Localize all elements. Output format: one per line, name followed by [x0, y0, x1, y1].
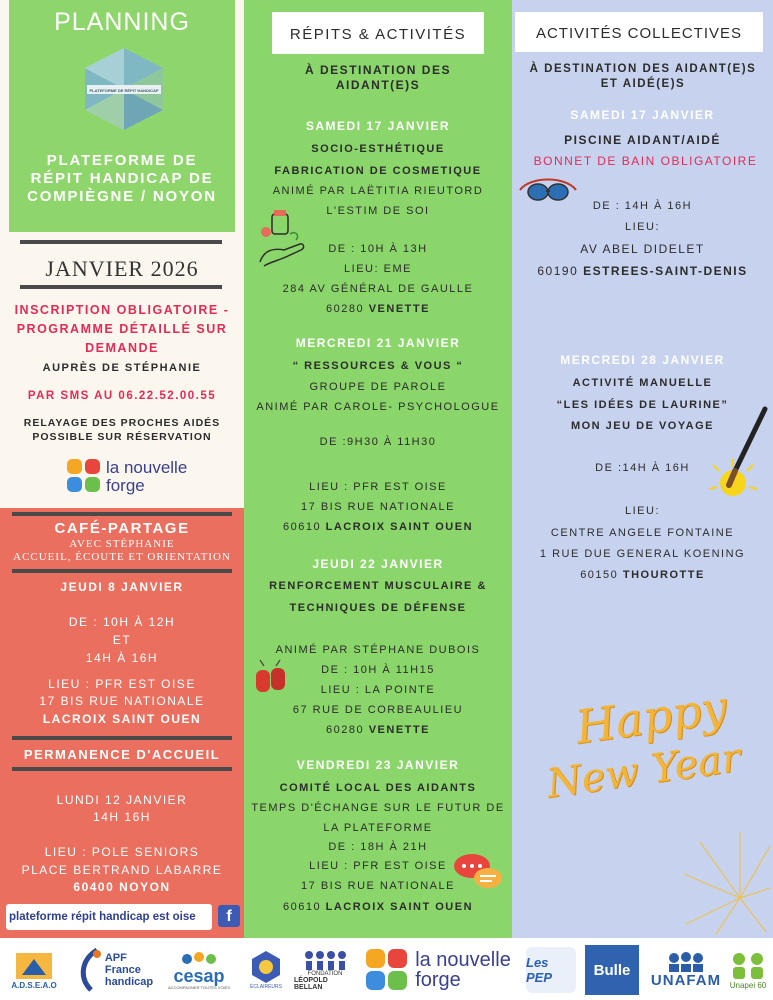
m-ev2-date: MERCREDI 21 JANVIER [295, 336, 461, 350]
r-ev2-title3: MON JEU DE VOYAGE [570, 420, 715, 432]
m-ev3-cp: 60280 [326, 724, 365, 736]
nouvelle-forge-footer-logo [356, 944, 520, 996]
nf-footer-line1: la nouvelle [415, 949, 511, 971]
unafam-text: UNAFAM [650, 971, 722, 989]
bulle-text: Bulle [585, 945, 639, 995]
r-ev2-location [512, 569, 773, 581]
perm-city: 60400 NOYON [73, 880, 171, 894]
r-ev1-title: PISCINE AIDANT/AIDÉ [564, 133, 721, 147]
apf-text1: APF [104, 952, 127, 964]
cafe-title: CAFÉ-PARTAGE [54, 520, 190, 537]
m-ev2-lieu: LIEU : PFR EST OISE [309, 481, 447, 493]
m-ev2-city: LACROIX SAINT OUEN [325, 521, 474, 533]
nouvelle-forge-line2: forge [106, 476, 145, 495]
r-ev2-date: MERCREDI 28 JANVIER [560, 353, 725, 367]
m-ev3-title2: TECHNIQUES DE DÉFENSE [289, 602, 467, 614]
unapei-text: Unapei 60 [729, 980, 767, 990]
planning-title: PLANNING [54, 8, 190, 36]
m-ev1-title1: SOCIO-ESTHÉTIQUE [311, 143, 445, 155]
cafe-sub1: AVEC STÉPHANIE [69, 538, 175, 550]
paintbrush-icon [705, 405, 771, 501]
m-ev2-time: DE :9H30 À 11H30 [319, 436, 437, 448]
m-ev1-anim: ANIMÉ PAR LAËTITIA RIEUTORD [272, 185, 484, 197]
fondation-logo [294, 944, 356, 996]
facebook-text[interactable]: plateforme répit handicap est oise [9, 911, 196, 923]
nouvelle-forge-line1: la nouvelle [106, 458, 188, 477]
m-ev1-city: VENETTE [368, 303, 430, 315]
r-ev1-cp: 60190 [537, 264, 579, 278]
nouvelle-forge-footer-icon [365, 948, 409, 992]
perm-lieu: LIEU : POLE SENIORS [44, 845, 200, 859]
pep-logo [522, 944, 580, 996]
firework-icon [680, 828, 772, 936]
relayage-text: RELAYAGE DES PROCHES AIDÉS POSSIBLE SUR RÉSERVATION [23, 417, 221, 443]
inscription-text: INSCRIPTION OBLIGATOIRE - PROGRAMME DÉTAILLÉ SUR DEMANDE [14, 303, 230, 355]
right-dest: À DESTINATION DES AIDANT(E)S ET AIDÉ(E)S [529, 63, 757, 90]
m-ev2-sub: GROUPE DE PAROLE [309, 381, 447, 393]
month-title: JANVIER 2026 [45, 256, 199, 281]
m-ev4-cp: 60610 [282, 901, 322, 913]
r-ev1-note: BONNET DE BAIN OBLIGATOIRE [533, 154, 758, 168]
nf-footer-line2: forge [415, 969, 461, 991]
eclaireurs-text: ÉCLAIREURS [250, 984, 282, 990]
middle-dest: À DESTINATION DES AIDANT(E)S [305, 63, 451, 92]
unafam-logo [650, 944, 722, 996]
r-ev1-city: ESTREES-SAINT-DENIS [583, 264, 748, 278]
nouvelle-forge-logo-icon [66, 458, 102, 494]
aupres-text: AUPRÈS DE STÉPHANIE [42, 362, 202, 374]
r-ev2-time: DE :14H À 16H [595, 462, 690, 474]
bulle-logo [582, 944, 642, 996]
perm-divider2 [12, 767, 232, 771]
r-ev1-time: DE : 14H À 16H [592, 200, 693, 212]
m-ev2-cp: 60610 [282, 521, 322, 533]
m-ev1-time: DE : 10H À 13H [328, 243, 428, 255]
m-ev1-lieu: LIEU: EME [344, 263, 412, 275]
m-ev3-title1: RENFORCEMENT MUSCULAIRE & [269, 580, 487, 592]
m-ev3-addr: 67 RUE DE CORBEAULIEU [292, 704, 464, 716]
r-ev1-addr: AV ABEL DIDELET [580, 242, 705, 256]
m-ev4-time: DE : 18H À 21H [328, 841, 428, 853]
eclaireurs-logo [240, 944, 292, 996]
cesap-icon [179, 951, 219, 967]
m-ev4-date: VENDREDI 23 JANVIER [296, 758, 460, 772]
adseao-text: A.D.S.E.A.O [11, 980, 57, 990]
fondation-text2: LÉOPOLD BELLAN [294, 977, 328, 991]
cesap-sub: ACCOMPAGNER TOUTES VOIES [167, 984, 230, 990]
platform-logo-text: PLATEFORME DE RÉPIT HANDICAP [89, 88, 159, 93]
r-ev2-title2: “LES IDÉES DE LAURINE” [556, 399, 729, 411]
apf-logo [70, 944, 160, 996]
perm-divider [12, 736, 232, 740]
r-ev2-title1: ACTIVITÉ MANUELLE [572, 377, 713, 389]
cafe-addr: 17 BIS RUE NATIONALE [39, 694, 205, 708]
new-year-text: New Year [543, 734, 744, 808]
cafe-sub2: ACCUEIL, ÉCOUTE ET ORIENTATION [13, 551, 231, 563]
m-ev4-title: COMITÉ LOCAL DES AIDANTS [279, 782, 477, 794]
platform-title: PLATEFORME DE RÉPIT HANDICAP DE COMPIÈGNE / NOYON [27, 152, 217, 205]
cafe-et: ET [112, 633, 132, 647]
m-ev4-place [244, 901, 512, 913]
m-ev1-org: L'ESTIM DE SOI [326, 205, 430, 217]
m-ev1-date: SAMEDI 17 JANVIER [305, 119, 451, 133]
m-ev1-addr: 284 AV GÉNÉRAL DE GAULLE [282, 283, 474, 295]
facebook-icon[interactable]: f [218, 905, 240, 927]
cesap-text: cesap [173, 965, 225, 986]
middle-header: RÉPITS & ACTIVITÉS [289, 26, 467, 43]
happy-text: Happy [571, 679, 731, 755]
middle-column [244, 0, 512, 938]
r-ev2-addr: 1 RUE DUE GENERAL KOENING [539, 548, 746, 560]
unafam-icon [666, 952, 706, 972]
m-ev4-sub1: TEMPS D'ÉCHANGE SUR LE FUTUR DE [251, 802, 505, 814]
cafe-city: LACROIX SAINT OUEN [42, 712, 202, 726]
divider-bottom [20, 285, 222, 289]
apf-icon [77, 948, 103, 992]
fondation-icon [303, 949, 347, 971]
r-ev2-city: THOUROTTE [622, 569, 705, 581]
m-ev2-addr: 17 BIS RUE NATIONALE [301, 501, 455, 513]
apf-text2: France [104, 964, 141, 976]
right-header: ACTIVITÉS COLLECTIVES [535, 25, 743, 42]
m-ev2-place [244, 521, 512, 533]
m-ev3-time: DE : 10H À 11H15 [321, 664, 435, 676]
adseao-logo [4, 944, 64, 996]
m-ev3-place [244, 724, 512, 736]
unapei-icon [729, 951, 767, 981]
sms-text: PAR SMS AU 06.22.52.00.55 [27, 390, 217, 402]
m-ev3-date: JEUDI 22 JANVIER [312, 557, 444, 571]
unapei-logo [724, 944, 772, 996]
r-ev2-lieu-label: LIEU: [624, 505, 660, 517]
m-ev4-city: LACROIX SAINT OUEN [325, 901, 474, 913]
m-ev3-city: VENETTE [368, 724, 430, 736]
cafe-time1: DE : 10H À 12H [68, 615, 176, 629]
m-ev3-lieu: LIEU : LA POINTE [320, 684, 436, 696]
cosmetic-hand-icon [254, 210, 306, 268]
perm-title: PERMANENCE D'ACCUEIL [23, 747, 221, 762]
perm-time: 14H 16H [93, 810, 151, 824]
apf-text3: handicap [104, 976, 154, 988]
m-ev3-anim: ANIMÉ PAR STÉPHANE DUBOIS [275, 644, 481, 656]
cesap-logo [162, 944, 236, 996]
cafe-time2: 14H À 16H [85, 651, 159, 665]
r-ev2-place: CENTRE ANGELE FONTAINE [550, 527, 735, 539]
r-ev1-date: SAMEDI 17 JANVIER [570, 108, 715, 122]
perm-addr: PLACE BERTRAND LABARRE [21, 863, 223, 877]
m-ev1-title2: FABRICATION DE COSMETIQUE [274, 165, 482, 177]
m-ev4-lieu: LIEU : PFR EST OISE [309, 860, 447, 872]
r-ev1-lieu-label: LIEU: [624, 221, 660, 233]
pep-text: Les PEP [526, 947, 576, 993]
m-ev2-anim: ANIMÉ PAR CAROLE- PSYCHOLOGUE [256, 401, 500, 413]
eclaireurs-icon [251, 950, 281, 984]
m-ev4-sub2: LA PLATEFORME [323, 822, 433, 834]
m-ev1-cp: 60280 [326, 303, 365, 315]
cafe-lieu: LIEU : PFR EST OISE [48, 677, 196, 691]
m-ev1-place [244, 303, 512, 315]
r-ev1-place [512, 264, 773, 278]
cafe-divider2 [12, 569, 232, 573]
r-ev2-cp: 60150 [580, 569, 619, 581]
m-ev2-title: “ RESSOURCES & VOUS “ [292, 360, 464, 372]
cafe-divider [12, 512, 232, 516]
adseao-icon [14, 951, 54, 981]
cafe-date: JEUDI 8 JANVIER [60, 580, 184, 594]
m-ev4-addr: 17 BIS RUE NATIONALE [301, 880, 455, 892]
perm-date: LUNDI 12 JANVIER [56, 793, 188, 807]
divider-top [20, 240, 222, 244]
fondation-text1: FONDATION [307, 971, 343, 977]
